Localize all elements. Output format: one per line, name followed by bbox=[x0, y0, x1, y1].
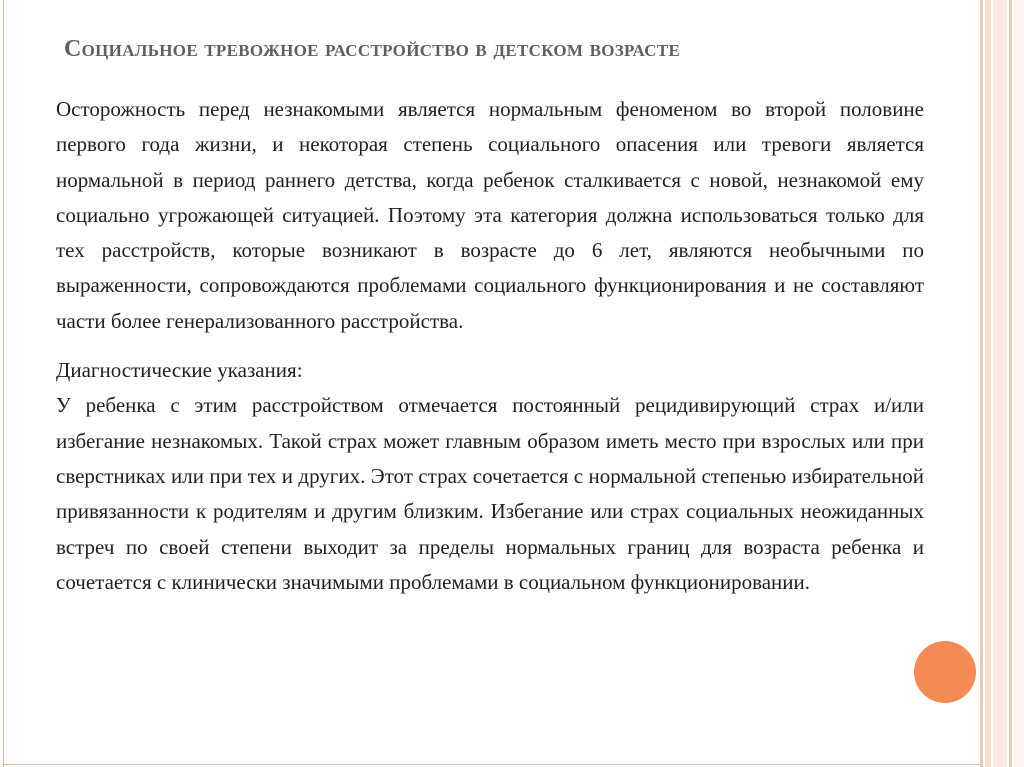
decor-stripe bbox=[980, 0, 983, 767]
frame-left-line bbox=[3, 0, 4, 767]
diagnostic-subheading: Диагностические указания: bbox=[56, 358, 303, 383]
decor-stripe bbox=[993, 0, 1007, 767]
decor-stripe bbox=[985, 0, 991, 767]
paragraph-diagnostic: У ребенка с этим расстройством отмечается постоянный рецидивирующий страх и/или избегание незнакомых. Такой страх может главным образом иметь место при взрослых или при сверстниках или при тех и других. Этот страх сочетается с нормальной степенью избирательной привязанности к родителям и другим близким. Избегание или страх социальных неожиданных встреч по своей степени выходит за пределы нормальных границ для возраста ребенка и сочетается с клинически значимыми проблемами в социальном функционировании. bbox=[56, 393, 924, 594]
frame-bottom-line bbox=[3, 764, 981, 765]
paragraph-intro: Осторожность перед незнакомыми является нормальным феноменом во второй половине первого года жизни, и некоторая степень социального опасения или тревоги является нормальной в период раннего детства, когда ребенок сталкивается с новой, незнакомой ему социально угрожающей ситуацией. Поэтому эта категория должна использоваться только для тех расстройств, которые возникают в возрасте до 6 лет, являются необычными по выраженности, сопровождаются проблемами социального функционирования и не составляют части более генерализованного расстройства. bbox=[56, 97, 924, 333]
slide-title: Социальное тревожное расстройство в детском возрасте bbox=[64, 36, 681, 62]
accent-circle-decoration bbox=[914, 641, 976, 703]
slide-body bbox=[56, 92, 924, 600]
decor-stripe bbox=[1014, 0, 1024, 767]
decor-stripe bbox=[1009, 0, 1012, 767]
